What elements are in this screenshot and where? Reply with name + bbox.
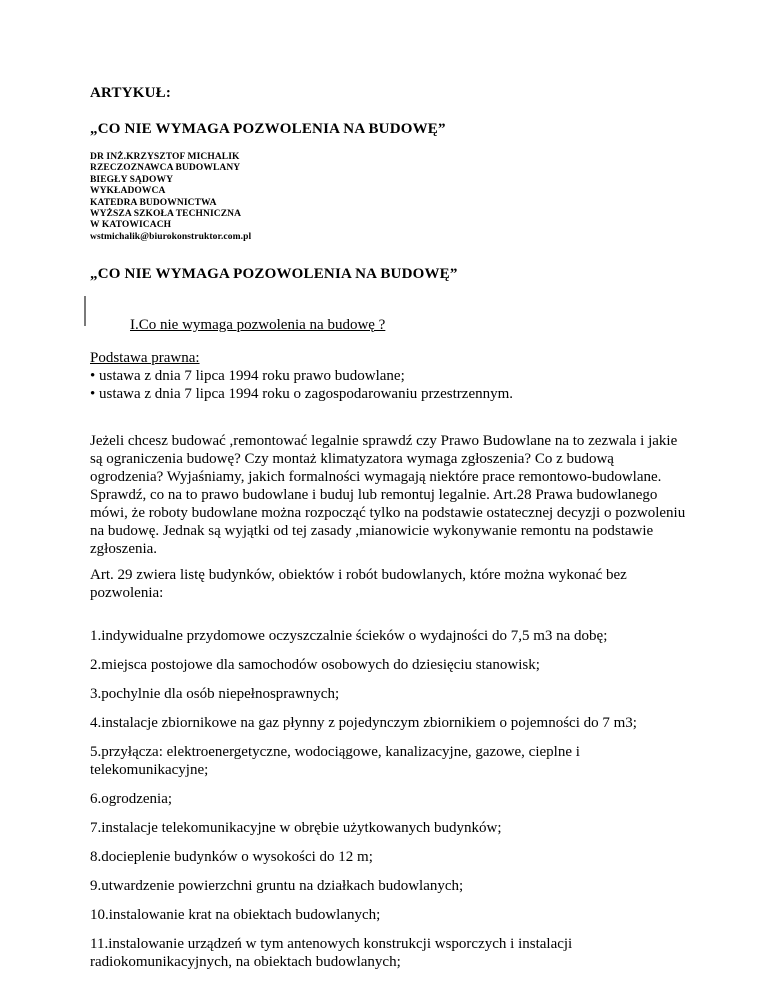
section-title: I.Co nie wymaga pozwolenia na budowę ? <box>130 317 386 333</box>
article-label: ARTYKUŁ: <box>90 85 172 101</box>
legal-basis-label: Podstawa prawna: <box>90 350 200 366</box>
list-item: 6.ogrodzenia; <box>90 791 173 807</box>
list-item: 8.docieplenie budynków o wysokości do 12 m; <box>90 849 373 865</box>
exempt-works-list <box>90 627 690 982</box>
author-line: RZECZOZNAWCA BUDOWLANY <box>90 163 241 174</box>
list-item: 1.indywidualne przydomowe oczyszczalnie ścieków o wydajności do 7,5 m3 na dobę; <box>90 628 608 644</box>
list-item: 4.instalacje zbiornikowe na gaz płynny z pojedynczym zbiornikiem o pojemności do 7 m3; <box>90 715 637 731</box>
list-item: 11.instalowanie urządzeń w tym antenowych konstrukcji wsporczych i instalacji radiokomunikacyjnych, na obiektach budowlanych; <box>90 936 573 970</box>
author-line: WYKŁADOWCA <box>90 186 166 197</box>
author-email: wstmichalik@biurokonstruktor.com.pl <box>90 231 252 242</box>
legal-basis <box>90 349 513 403</box>
legal-basis-item: • ustawa z dnia 7 lipca 1994 roku o zagospodarowaniu przestrzennym. <box>90 386 514 402</box>
list-item: 2.miejsca postojowe dla samochodów osobowych do dziesięciu stanowisk; <box>90 657 540 673</box>
list-item: 5.przyłącza: elektroenergetyczne, wodociągowe, kanalizacyjne, gazowe, cieplne i telekomunikacyjne; <box>90 744 580 778</box>
art29-paragraph: Art. 29 zwiera listę budynków, obiektów i robót budowlanych, które można wykonać bez pozwolenia: <box>90 567 627 601</box>
list-item: 9.utwardzenie powierzchni gruntu na działkach budowlanych; <box>90 878 464 894</box>
article-title: „CO NIE WYMAGA POZWOLENIA NA BUDOWĘ” <box>90 121 446 137</box>
secondary-title: „CO NIE WYMAGA POZOWOLENIA NA BUDOWĘ” <box>90 266 458 282</box>
revision-bar <box>84 296 86 326</box>
author-line: WYŻSZA SZKOŁA TECHNICZNA <box>90 209 242 220</box>
intro-paragraph: Jeżeli chcesz budować ,remontować legalnie sprawdź czy Prawo Budowlane na to zezwala i jakie są ograniczenia budowę? Czy montaż klimatyzatora wymaga zgłoszenia? Co z budową ogrodzenia? Wyjaśniamy, jakich formalności wymagają niektóre prace remontowo-budowlane. Sprawdź, co na to prawo budowlane i buduj lub remontuj legalnie. Art.28 Prawa budowlanego mówi, że roboty budowlane można rozpocząć tylko na podstawie ostatecznej decyzji o pozwoleniu na budowę. Jednak są wyjątki od tej zasady ,mianowicie wykonywanie remontu na podstawie zgłoszenia. <box>90 433 686 557</box>
author-line: W KATOWICACH <box>90 220 172 231</box>
author-line: BIEGŁY SĄDOWY <box>90 174 174 185</box>
legal-basis-item: • ustawa z dnia 7 lipca 1994 roku prawo budowlane; <box>90 368 405 384</box>
author-line: DR INŻ.KRZYSZTOF MICHALIK <box>90 152 240 162</box>
list-item: 7.instalacje telekomunikacyjne w obrębie użytkowanych budynków; <box>90 820 502 836</box>
author-line: KATEDRA BUDOWNICTWA <box>90 197 217 208</box>
author-block <box>90 152 251 243</box>
list-item: 3.pochylnie dla osób niepełnosprawnych; <box>90 686 340 702</box>
list-item: 10.instalowanie krat na obiektach budowlanych; <box>90 907 381 923</box>
